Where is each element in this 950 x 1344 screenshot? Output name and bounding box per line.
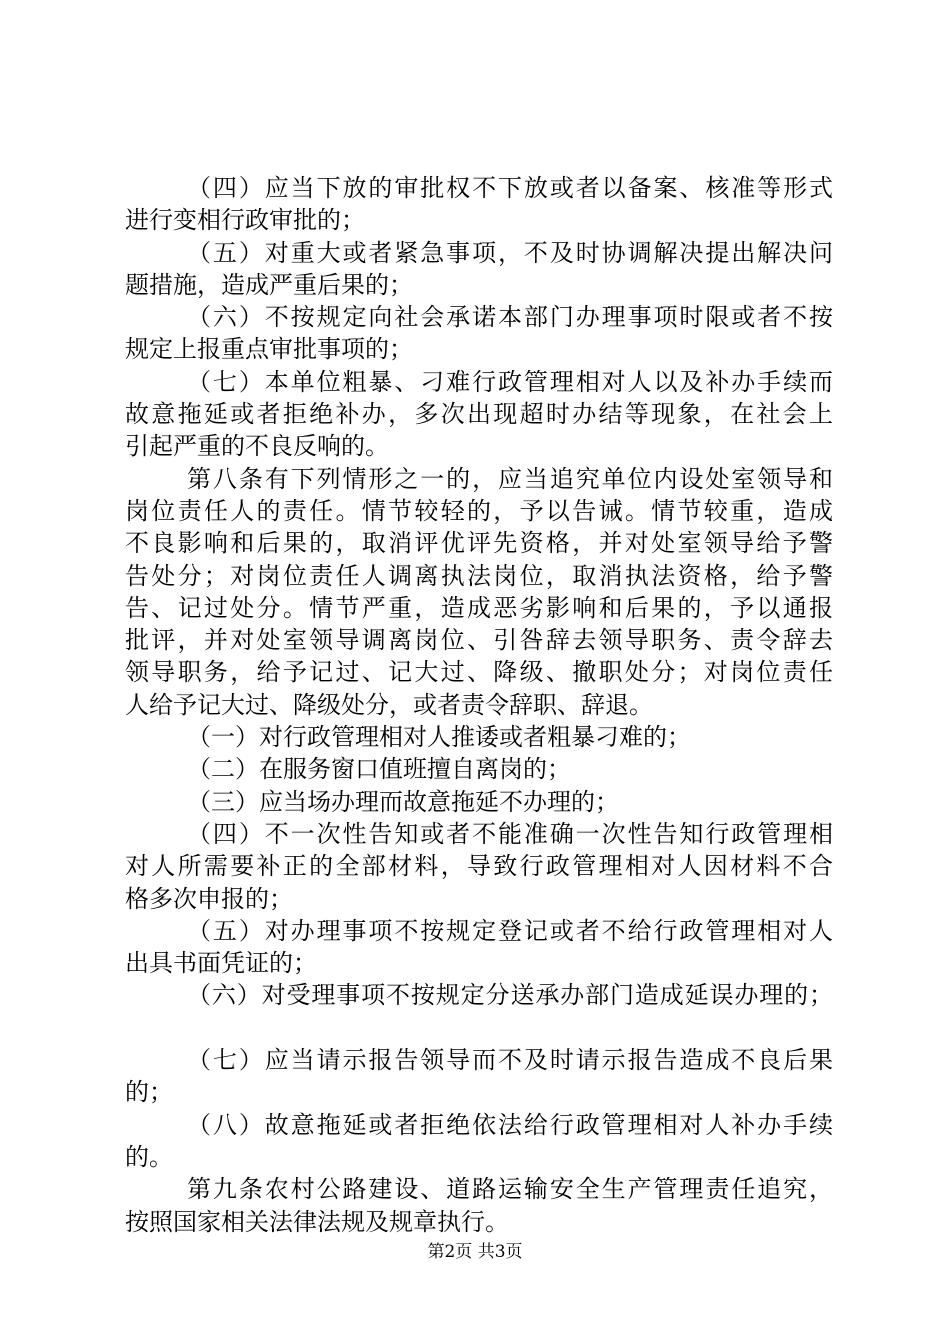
text-line: 格多次申报的； bbox=[125, 884, 293, 913]
text-line: （二）在服务窗口值班擅自离岗的； bbox=[187, 755, 571, 784]
text-line: 进行变相行政审批的； bbox=[125, 206, 365, 235]
text-line: 第八条有下列情形之一的，应当追究单位内设处室领导和 bbox=[187, 464, 833, 493]
text-line: 领导职务，给予记过、记大过、降级、撤职处分；对岗位责任 bbox=[125, 658, 833, 687]
text-line: 第九条农村公路建设、道路运输安全生产管理责任追究， bbox=[187, 1175, 833, 1204]
text-line: 批评，并对处室领导调离岗位、引咎辞去领导职务、责令辞去 bbox=[125, 626, 833, 655]
text-line: 不良影响和后果的，取消评优评先资格，并对处室领导给予警 bbox=[125, 529, 833, 558]
text-line: 的； bbox=[125, 1078, 173, 1107]
text-line: 告处分；对岗位责任人调离执法岗位，取消执法资格，给予警 bbox=[125, 561, 833, 590]
document-body bbox=[125, 172, 833, 1238]
text-line: （五）对办理事项不按规定登记或者不给行政管理相对人 bbox=[187, 916, 833, 945]
text-line: 按照国家相关法律法规及规章执行。 bbox=[125, 1207, 509, 1236]
text-line: 告、记过处分。情节严重，造成恶劣影响和后果的，予以通报 bbox=[125, 593, 833, 622]
text-line: （一）对行政管理相对人推诿或者粗暴刁难的； bbox=[187, 723, 691, 752]
text-line: （六）对受理事项不按规定分送承办部门造成延误办理的； bbox=[187, 981, 833, 1010]
text-line: 人给予记大过、降级处分，或者责令辞职、辞退。 bbox=[125, 690, 653, 719]
text-line: （六）不按规定向社会承诺本部门办理事项时限或者不按 bbox=[187, 303, 833, 332]
text-line: （七）本单位粗暴、刁难行政管理相对人以及补办手续而 bbox=[187, 367, 833, 396]
text-line: （四）应当下放的审批权不下放或者以备案、核准等形式 bbox=[187, 174, 833, 202]
text-line: 规定上报重点审批事项的； bbox=[125, 335, 413, 364]
text-line: 引起严重的不良反响的。 bbox=[125, 432, 389, 461]
text-line: 故意拖延或者拒绝补办，多次出现超时办结等现象，在社会上 bbox=[125, 400, 833, 429]
text-line: 岗位责任人的责任。情节较轻的，予以告诫。情节较重，造成 bbox=[125, 496, 833, 525]
text-line: 出具书面凭证的； bbox=[125, 949, 317, 978]
text-line: 对人所需要补正的全部材料，导致行政管理相对人因材料不合 bbox=[125, 852, 833, 881]
text-line: 题措施，造成严重后果的； bbox=[125, 270, 413, 299]
text-line: 的。 bbox=[125, 1142, 173, 1171]
text-line: （三）应当场办理而故意拖延不办理的； bbox=[187, 787, 619, 816]
text-line: （七）应当请示报告领导而不及时请示报告造成不良后果 bbox=[187, 1046, 833, 1075]
text-line: （五）对重大或者紧急事项，不及时协调解决提出解决问 bbox=[187, 238, 833, 267]
text-line: （四）不一次性告知或者不能准确一次性告知行政管理相 bbox=[187, 819, 833, 848]
blank-line bbox=[125, 1012, 833, 1044]
page-footer: 第2页 共3页 bbox=[427, 1242, 523, 1262]
text-line: （八）故意拖延或者拒绝依法给行政管理相对人补办手续 bbox=[187, 1110, 833, 1139]
